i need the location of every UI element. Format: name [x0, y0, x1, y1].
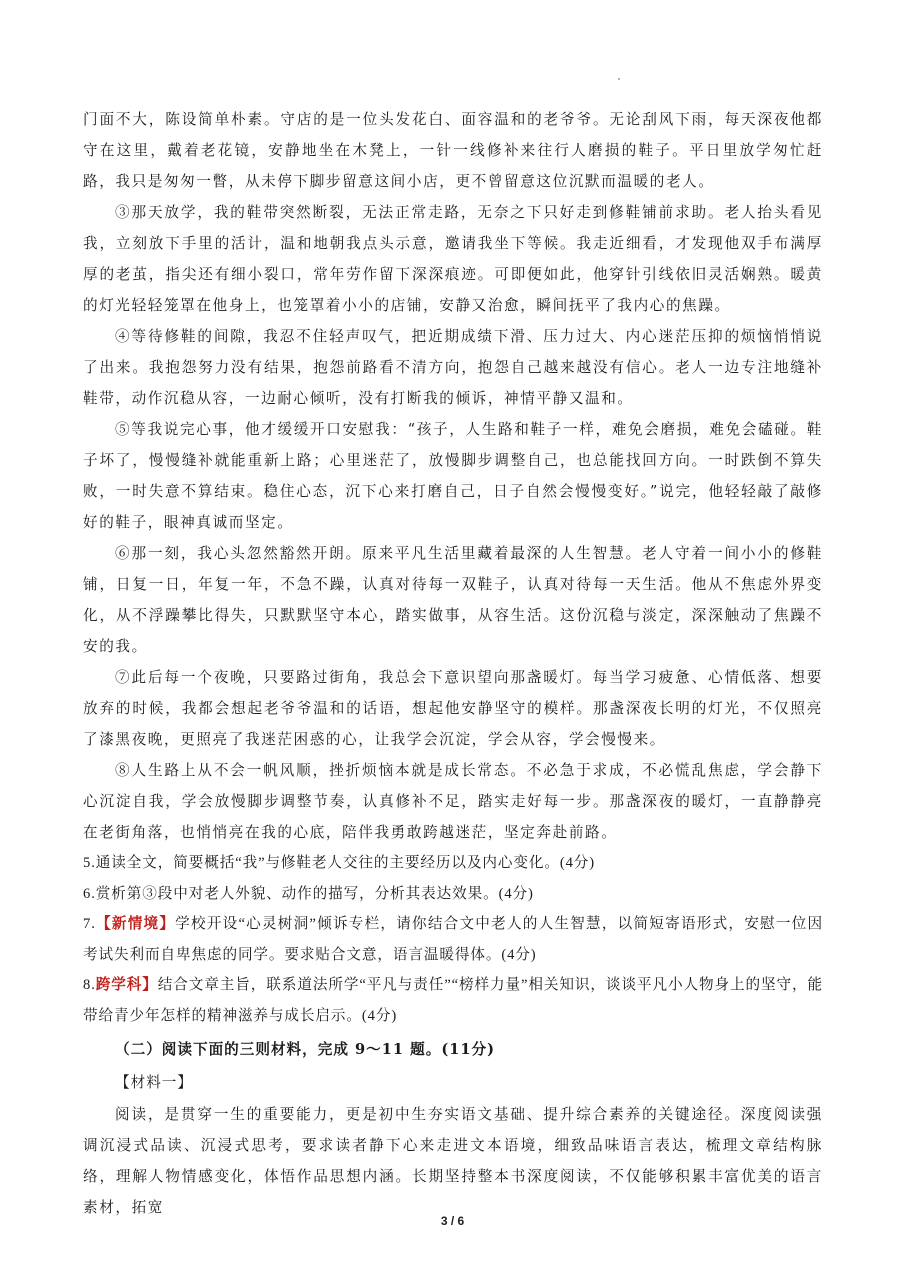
passage-paragraph-6: ⑥那一刻，我心头忽然豁然开朗。原来平凡生活里藏着最深的人生智慧。老人守着一间小小的修鞋铺，日复一日，年复一年，不急不躁，认真对待每一双鞋子，认真对待每一天生活。他从不焦虑外界变化，从不浮躁攀比得失，只默默坚守本心，踏实做事，从容生活。这份沉稳与淡定，深深触动了焦躁不安的我。: [83, 545, 823, 655]
scan-speck: [618, 78, 620, 80]
passage-paragraph-4: ④等待修鞋的间隙，我忍不住轻声叹气，把近期成绩下滑、压力过大、内心迷茫压抑的烦恼悄悄说了出来。我抱怨努力没有结果，抱怨前路看不清方向，抱怨自己越来越没有信心。老人一边专注地缝补鞋带，动作沉稳从容，一边耐心倾听，没有打断我的倾诉，神情平静又温和。: [83, 328, 823, 407]
question-text: 结合文章主旨，联系道法所学“平凡与责任”“榜样力量”相关知识，谈谈平凡小人物身上的坚守，能带给青少年怎样的精神滋养与成长启示。(4分): [83, 977, 823, 1024]
question-text: 赏析第③段中对老人外貌、动作的描写，分析其表达效果。(4分): [95, 885, 534, 902]
passage-paragraph-8: ⑧人生路上从不会一帆风顺，挫折烦恼本就是成长常态。不必急于求成，不必慌乱焦虑，学会静下心沉淀自我，学会放慢脚步调整节奏，认真修补不足，踏实走好每一步。那盏深夜的暖灯，一直静静亮在老街角落，也悄悄亮在我的心底，陪伴我勇敢跨越迷茫，坚定奔赴前路。: [83, 762, 823, 841]
material-label: 【材料一】: [115, 1074, 193, 1091]
question-text: 通读全文，简要概括“我”与修鞋老人交往的主要经历以及内心变化。(4分): [95, 855, 596, 871]
question-number: 7.: [83, 916, 96, 932]
question-5: [83, 848, 823, 879]
passage-paragraph-5: ⑤等我说完心事，他才缓缓开口安慰我：“孩子，人生路和鞋子一样，难免会磨损，难免会磕碰。鞋子坏了，慢慢缝补就能重新上路；心里迷茫了，放慢脚步调整自己，也总能找回方向。一时跌倒不算失败，一时失意不算结束。稳住心态，沉下心来打磨自己，日子自然会慢慢变好。”说完，他轻轻敲了敲修好的鞋子，眼神真诚而坚定。: [83, 421, 823, 531]
question-number: 8.: [83, 977, 96, 993]
question-text: 学校开设“心灵树洞”倾诉专栏，请你结合文中老人的人生智慧，以简短寄语形式，安慰一位因考试失利而自卑焦虑的同学。要求贴合文意，语言温暖得体。(4分): [83, 916, 823, 963]
question-6: [83, 879, 823, 910]
passage-paragraph-1: 门面不大，陈设简单朴素。守店的是一位头发花白、面容温和的老爷爷。无论刮风下雨，每天深夜他都守在这里，戴着老花镜，安静地坐在木凳上，一针一线修补来往行人磨损的鞋子。平日里放学匆忙赶路，我只是匆匆一瞥，从未停下脚步留意这间小店，更不曾留意这位沉默而温暖的老人。: [83, 111, 823, 190]
page-content: [83, 104, 823, 1223]
question-tag: 【新情境】: [95, 916, 176, 932]
passage-paragraph-7: ⑦此后每一个夜晚，只要路过街角，我总会下意识望向那盏暖灯。每当学习疲惫、心情低落、想要放弃的时候，我都会想起老爷爷温和的话语，想起他安静坚守的模样。那盏深夜长明的灯光，不仅照亮了漆黑夜晚，更照亮了我迷茫困惑的心，让我学会沉淀，学会从容，学会慢慢来。: [83, 669, 823, 748]
question-number: 6.: [83, 885, 96, 902]
question-tag: 跨学科】: [95, 977, 158, 993]
passage-paragraph-3: ③那天放学，我的鞋带突然断裂，无法正常走路，无奈之下只好走到修鞋铺前求助。老人抬头看见我，立刻放下手里的活计，温和地朝我点头示意，邀请我坐下等候。我走近细看，才发现他双手布满厚厚的老茧，指尖还有细小裂口，常年劳作留下深深痕迹。可即便如此，他穿针引线依旧灵活娴熟。暖黄的灯光轻轻笼罩在他身上，也笼罩着小小的店铺，安静又治愈，瞬间抚平了我内心的焦躁。: [83, 204, 823, 314]
material-paragraph: 阅读，是贯穿一生的重要能力，更是初中生夯实语文基础、提升综合素养的关键途径。深度阅读强调沉浸式品读、沉浸式思考，要求读者静下心来走进文本语境，细致品味语言表达，梳理文章结构脉络，理解人物情感变化，体悟作品思想内涵。长期坚持整本书深度阅读，不仅能够积累丰富优美的语言素材，拓宽: [83, 1106, 823, 1216]
question-8: [83, 970, 823, 1031]
question-number: 5.: [83, 855, 96, 871]
question-7: [83, 909, 823, 970]
section-heading: （二）阅读下面的三则材料，完成 9～11 题。(11分): [115, 1041, 496, 1058]
page-number: 3 / 6: [440, 1214, 465, 1228]
